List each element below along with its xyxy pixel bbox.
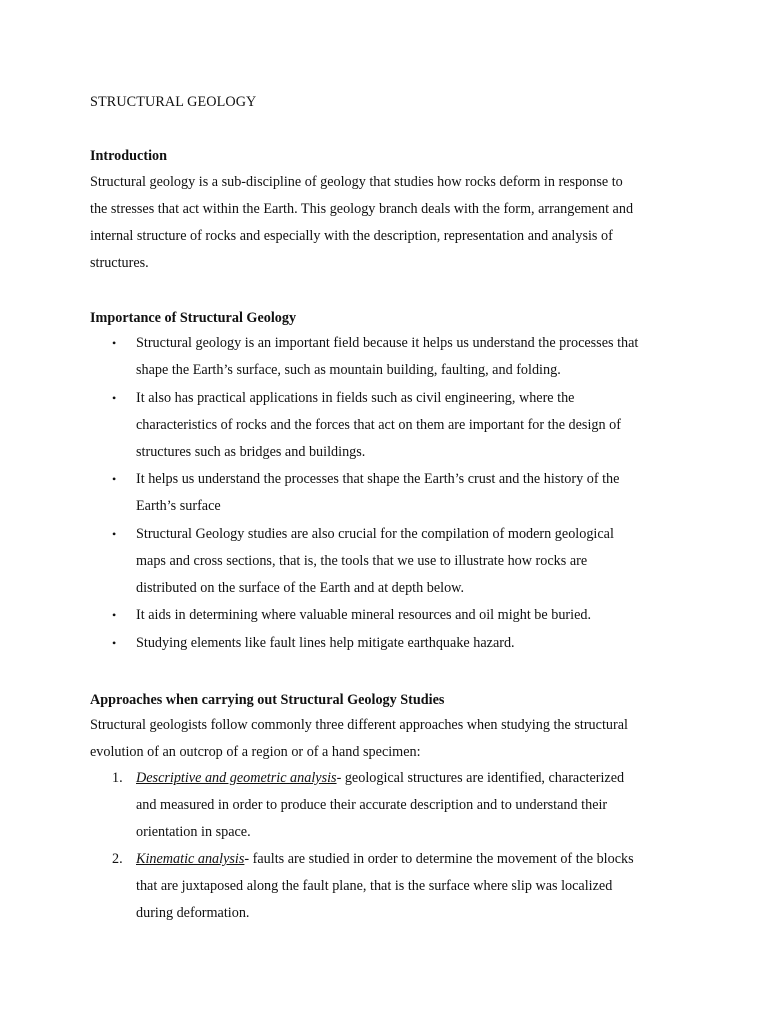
- bullet-line: shape the Earth’s surface, such as mountain building, faulting, and folding.: [136, 362, 561, 378]
- document-title: STRUCTURAL GEOLOGY: [90, 94, 257, 110]
- bullet-line: distributed on the surface of the Earth and at depth below.: [136, 580, 465, 596]
- numbered-line: orientation in space.: [136, 824, 251, 840]
- bullet-icon: •: [112, 608, 117, 622]
- bullet-icon: •: [112, 636, 117, 650]
- paragraph-line: evolution of an outcrop of a region or of a hand specimen:: [90, 744, 421, 760]
- bullet-icon: •: [112, 472, 117, 486]
- bullet-icon: •: [112, 336, 117, 350]
- bullet-line: characteristics of rocks and the forces that act on them are important for the design of: [136, 417, 621, 433]
- term-description: - faults are studied in order to determine the movement of the blocks: [244, 851, 634, 867]
- paragraph-line: Structural geology is a sub-discipline of geology that studies how rocks deform in response to: [90, 174, 623, 190]
- list-number: 2.: [112, 851, 123, 867]
- numbered-first-line: [136, 765, 696, 792]
- term-description: - geological structures are identified, characterized: [336, 770, 625, 786]
- numbered-line: and measured in order to produce their accurate description and to understand their: [136, 797, 608, 813]
- approaches-heading: Approaches when carrying out Structural Geology Studies: [90, 692, 445, 708]
- introduction-paragraph: [90, 169, 680, 277]
- bullet-line: Structural geology is an important field because it helps us understand the processes that: [136, 335, 639, 351]
- introduction-heading: Introduction: [90, 148, 167, 164]
- bullet-line: Structural Geology studies are also crucial for the compilation of modern geological: [136, 526, 614, 542]
- bullet-line: Studying elements like fault lines help mitigate earthquake hazard.: [136, 635, 515, 651]
- paragraph-line: the stresses that act within the Earth. This geology branch deals with the form, arrangement and: [90, 201, 634, 217]
- paragraph-line: Structural geologists follow commonly three different approaches when studying the structural: [90, 717, 628, 733]
- approaches-intro-paragraph: [90, 712, 680, 766]
- importance-heading: Importance of Structural Geology: [90, 310, 297, 326]
- bullet-line: It helps us understand the processes that shape the Earth’s crust and the history of the: [136, 471, 620, 487]
- bullet-line: It aids in determining where valuable mineral resources and oil might be buried.: [136, 607, 592, 623]
- list-number: 1.: [112, 770, 123, 786]
- numbered-first-line: [136, 846, 696, 873]
- bullet-line: It also has practical applications in fields such as civil engineering, where the: [136, 390, 575, 406]
- numbered-line: during deformation.: [136, 905, 250, 921]
- bullet-icon: •: [112, 527, 117, 541]
- term-descriptive-geometric-analysis: Descriptive and geometric analysis: [136, 770, 337, 786]
- paragraph-line: structures.: [90, 255, 149, 271]
- term-kinematic-analysis: Kinematic analysis: [136, 851, 245, 867]
- paragraph-line: internal structure of rocks and especially with the description, representation and analysis of: [90, 228, 613, 244]
- numbered-line: that are juxtaposed along the fault plane, that is the surface where slip was localized: [136, 878, 613, 894]
- bullet-line: maps and cross sections, that is, the tools that we use to illustrate how rocks are: [136, 553, 588, 569]
- bullet-icon: •: [112, 391, 117, 405]
- bullet-line: structures such as bridges and buildings.: [136, 444, 366, 460]
- bullet-line: Earth’s surface: [136, 498, 221, 514]
